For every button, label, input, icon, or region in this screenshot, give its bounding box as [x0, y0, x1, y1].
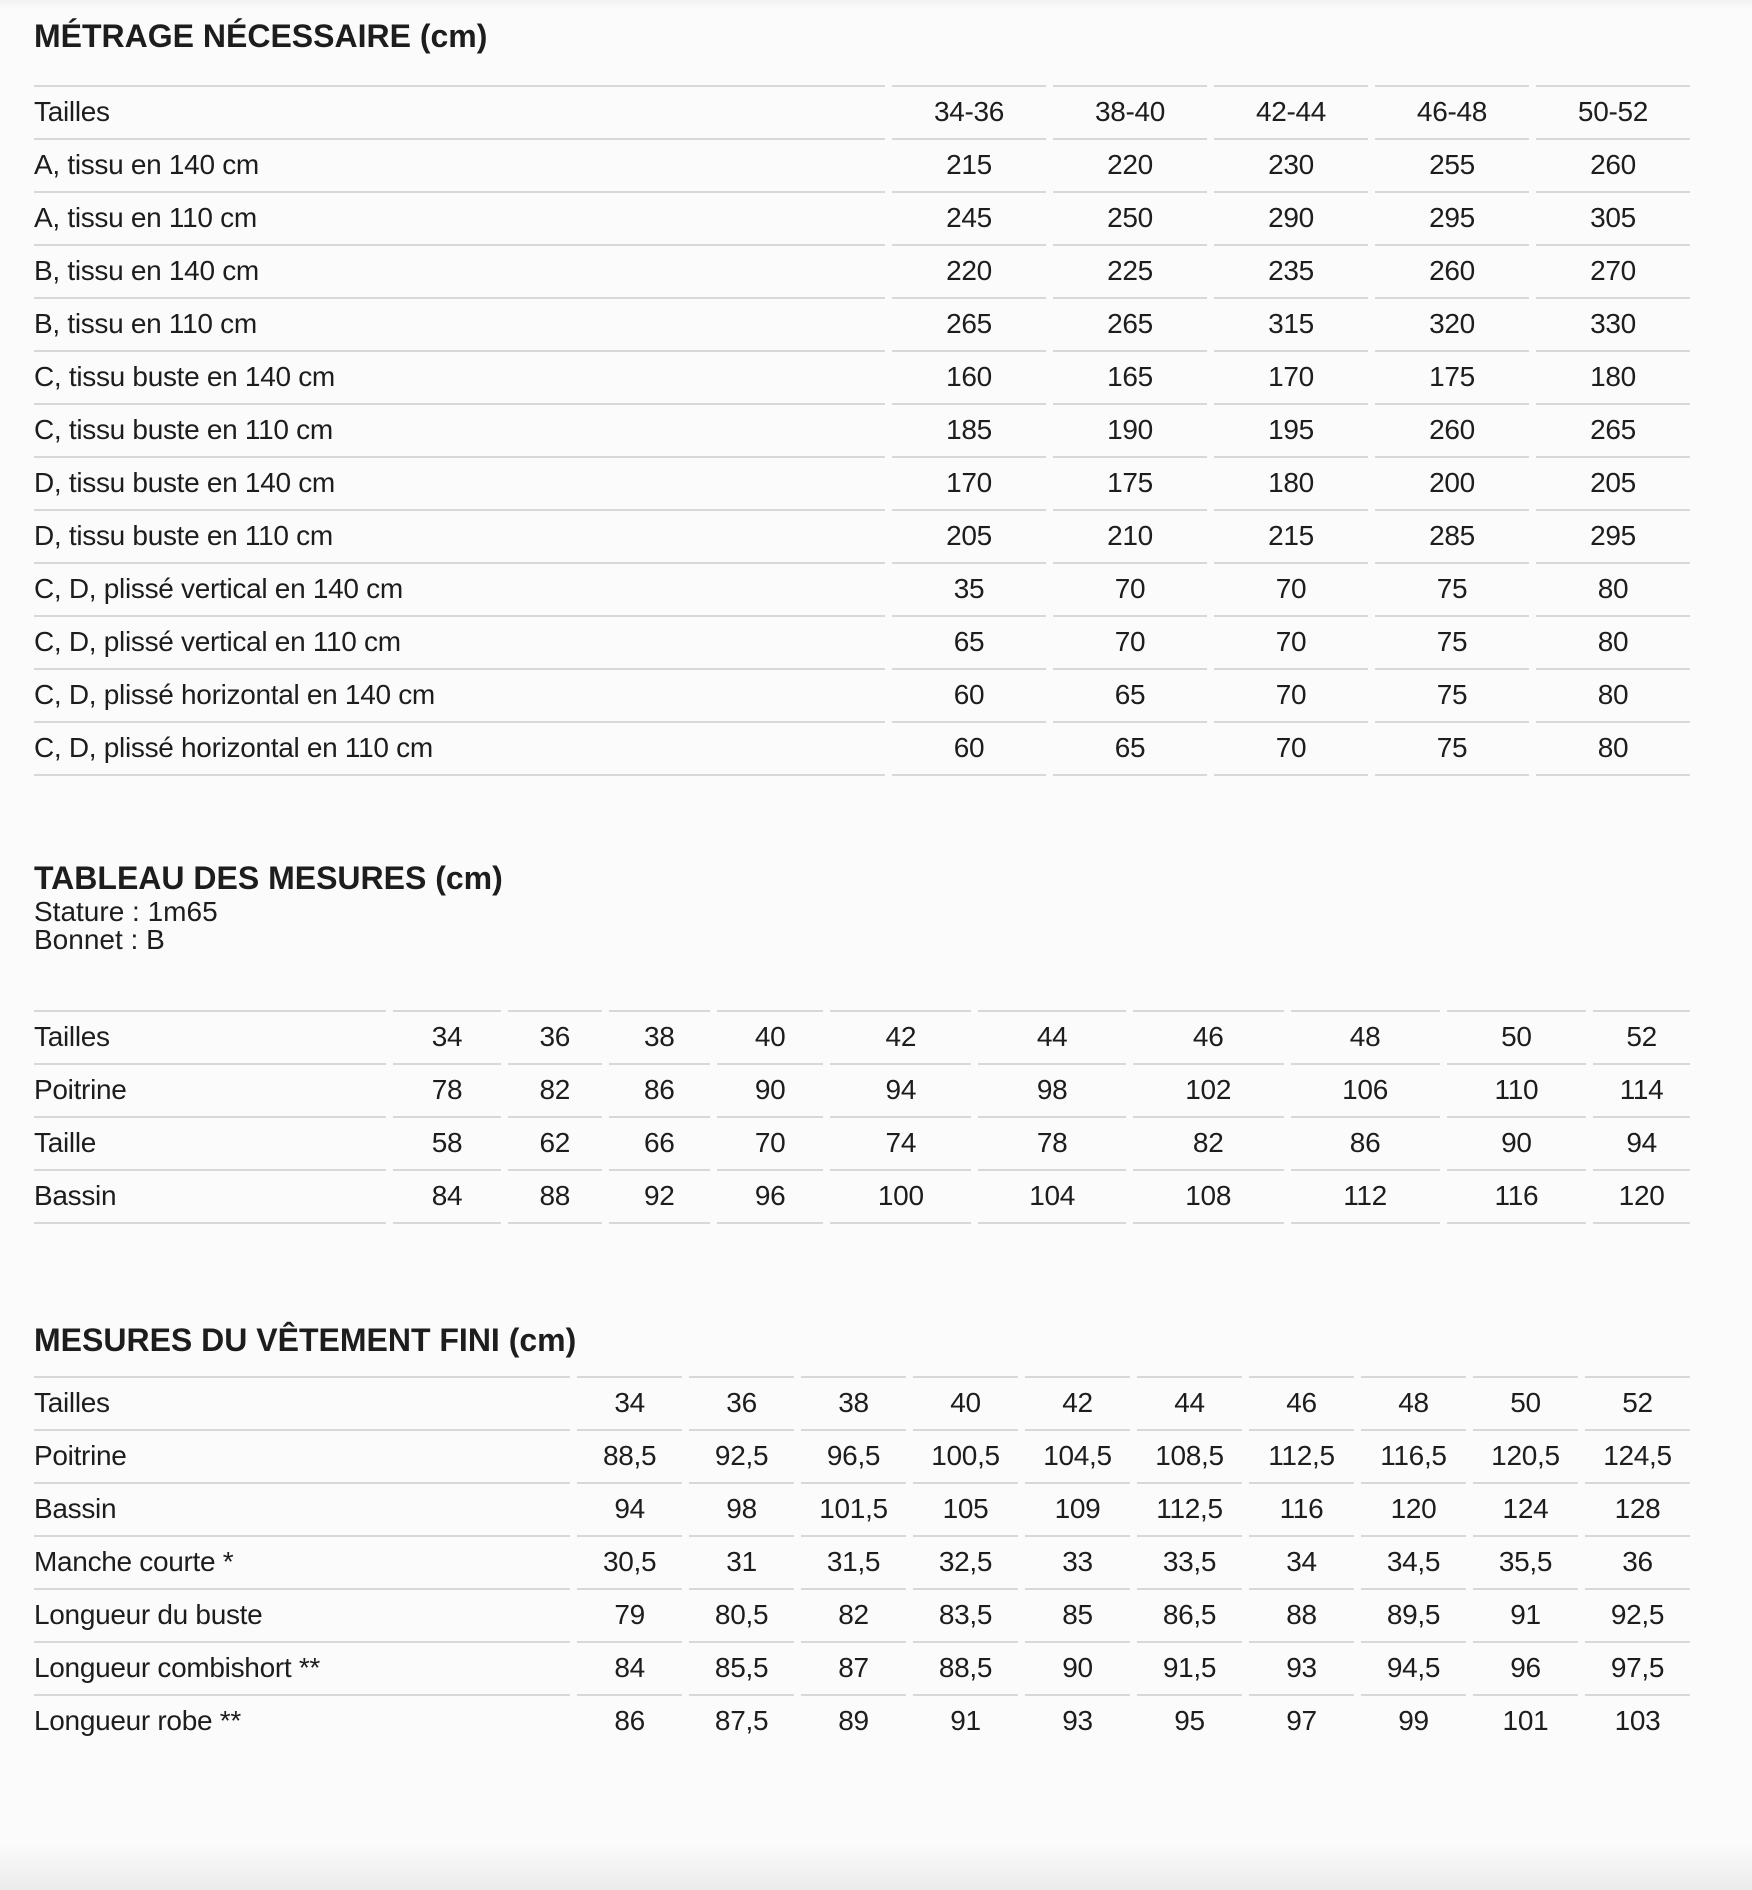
value-cell: 78 [393, 1063, 501, 1116]
size-column-header: 48 [1361, 1376, 1466, 1429]
bonnet-note: Bonnet : B [34, 924, 165, 955]
value-cell: 87 [801, 1641, 906, 1694]
size-column-header: 42 [830, 1010, 971, 1063]
value-cell: 265 [1536, 403, 1690, 456]
value-cell: 295 [1536, 509, 1690, 562]
table-row [34, 1429, 1690, 1482]
value-cell: 128 [1585, 1482, 1690, 1535]
bottom-fade-overlay [0, 1844, 1752, 1890]
value-cell: 75 [1375, 562, 1529, 615]
value-cell: 58 [393, 1116, 501, 1169]
row-label: C, D, plissé horizontal en 140 cm [34, 668, 885, 721]
row-label: Longueur combishort ** [34, 1641, 570, 1694]
row-label: A, tissu en 110 cm [34, 191, 885, 244]
row-label: C, tissu buste en 110 cm [34, 403, 885, 456]
row-label: Poitrine [34, 1063, 386, 1116]
metrage-title: MÉTRAGE NÉCESSAIRE (cm) [34, 18, 488, 54]
value-cell: 112,5 [1137, 1482, 1242, 1535]
value-cell: 86,5 [1137, 1588, 1242, 1641]
table-row [34, 1694, 1690, 1747]
size-column-header: 34 [393, 1010, 501, 1063]
value-cell: 124,5 [1585, 1429, 1690, 1482]
value-cell: 90 [1447, 1116, 1587, 1169]
row-label: B, tissu en 140 cm [34, 244, 885, 297]
value-cell: 96 [717, 1169, 823, 1224]
value-cell: 205 [892, 509, 1046, 562]
value-cell: 88 [508, 1169, 602, 1224]
sizes-header-row [34, 85, 1690, 138]
value-cell: 295 [1375, 191, 1529, 244]
size-column-header: 46-48 [1375, 85, 1529, 138]
mesures-section [34, 858, 1690, 1224]
value-cell: 70 [1053, 615, 1207, 668]
value-cell: 31,5 [801, 1535, 906, 1588]
size-column-header: 42 [1025, 1376, 1130, 1429]
table-row [34, 1588, 1690, 1641]
table-row [34, 297, 1690, 350]
value-cell: 330 [1536, 297, 1690, 350]
value-cell: 200 [1375, 456, 1529, 509]
size-column-header: 38 [801, 1376, 906, 1429]
value-cell: 108,5 [1137, 1429, 1242, 1482]
value-cell: 66 [609, 1116, 711, 1169]
size-column-header: 38-40 [1053, 85, 1207, 138]
value-cell: 101 [1473, 1694, 1578, 1747]
value-cell: 85,5 [689, 1641, 794, 1694]
value-cell: 82 [801, 1588, 906, 1641]
value-cell: 94 [1593, 1116, 1690, 1169]
sizes-header-row [34, 1010, 1690, 1063]
value-cell: 80,5 [689, 1588, 794, 1641]
table-row [34, 1641, 1690, 1694]
value-cell: 109 [1025, 1482, 1130, 1535]
table-row [34, 191, 1690, 244]
table-row [34, 1063, 1690, 1116]
value-cell: 80 [1536, 721, 1690, 776]
value-cell: 105 [913, 1482, 1018, 1535]
size-column-header: 52 [1593, 1010, 1690, 1063]
value-cell: 95 [1137, 1694, 1242, 1747]
value-cell: 175 [1053, 456, 1207, 509]
value-cell: 87,5 [689, 1694, 794, 1747]
value-cell: 92 [609, 1169, 711, 1224]
row-label: B, tissu en 110 cm [34, 297, 885, 350]
value-cell: 260 [1536, 138, 1690, 191]
value-cell: 220 [892, 244, 1046, 297]
table-row [34, 562, 1690, 615]
value-cell: 98 [689, 1482, 794, 1535]
value-cell: 60 [892, 668, 1046, 721]
row-label: C, D, plissé horizontal en 110 cm [34, 721, 885, 776]
value-cell: 82 [508, 1063, 602, 1116]
size-column-header: 34-36 [892, 85, 1046, 138]
size-column-header: 42-44 [1214, 85, 1368, 138]
value-cell: 114 [1593, 1063, 1690, 1116]
value-cell: 65 [1053, 721, 1207, 776]
fini-table [27, 1376, 1697, 1747]
value-cell: 112,5 [1249, 1429, 1354, 1482]
value-cell: 33,5 [1137, 1535, 1242, 1588]
value-cell: 84 [393, 1169, 501, 1224]
value-cell: 97 [1249, 1694, 1354, 1747]
value-cell: 110 [1447, 1063, 1587, 1116]
value-cell: 265 [1053, 297, 1207, 350]
row-label: D, tissu buste en 110 cm [34, 509, 885, 562]
value-cell: 89,5 [1361, 1588, 1466, 1641]
value-cell: 33 [1025, 1535, 1130, 1588]
value-cell: 285 [1375, 509, 1529, 562]
sizes-header-label: Tailles [34, 1376, 570, 1429]
value-cell: 70 [717, 1116, 823, 1169]
value-cell: 270 [1536, 244, 1690, 297]
value-cell: 84 [577, 1641, 682, 1694]
value-cell: 180 [1536, 350, 1690, 403]
value-cell: 70 [1214, 615, 1368, 668]
value-cell: 120 [1593, 1169, 1690, 1224]
value-cell: 60 [892, 721, 1046, 776]
value-cell: 31 [689, 1535, 794, 1588]
fini-section [34, 1320, 1690, 1747]
value-cell: 75 [1375, 668, 1529, 721]
value-cell: 100,5 [913, 1429, 1018, 1482]
value-cell: 104 [978, 1169, 1125, 1224]
value-cell: 70 [1214, 721, 1368, 776]
value-cell: 106 [1291, 1063, 1440, 1116]
value-cell: 205 [1536, 456, 1690, 509]
value-cell: 34 [1249, 1535, 1354, 1588]
value-cell: 235 [1214, 244, 1368, 297]
row-label: Poitrine [34, 1429, 570, 1482]
table-row [34, 138, 1690, 191]
value-cell: 65 [892, 615, 1046, 668]
table-row [34, 668, 1690, 721]
value-cell: 101,5 [801, 1482, 906, 1535]
row-label: D, tissu buste en 140 cm [34, 456, 885, 509]
value-cell: 91 [1473, 1588, 1578, 1641]
value-cell: 36 [1585, 1535, 1690, 1588]
table-row [34, 615, 1690, 668]
mesures-table [27, 1010, 1697, 1224]
value-cell: 97,5 [1585, 1641, 1690, 1694]
value-cell: 170 [892, 456, 1046, 509]
value-cell: 70 [1053, 562, 1207, 615]
value-cell: 75 [1375, 721, 1529, 776]
value-cell: 90 [1025, 1641, 1130, 1694]
value-cell: 80 [1536, 668, 1690, 721]
value-cell: 70 [1214, 562, 1368, 615]
value-cell: 80 [1536, 562, 1690, 615]
value-cell: 90 [717, 1063, 823, 1116]
value-cell: 30,5 [577, 1535, 682, 1588]
value-cell: 86 [1291, 1116, 1440, 1169]
size-column-header: 34 [577, 1376, 682, 1429]
value-cell: 88,5 [913, 1641, 1018, 1694]
size-column-header: 50 [1447, 1010, 1587, 1063]
value-cell: 245 [892, 191, 1046, 244]
row-label: Manche courte * [34, 1535, 570, 1588]
value-cell: 93 [1249, 1641, 1354, 1694]
value-cell: 265 [892, 297, 1046, 350]
value-cell: 112 [1291, 1169, 1440, 1224]
table-row [34, 244, 1690, 297]
table-row [34, 1116, 1690, 1169]
value-cell: 225 [1053, 244, 1207, 297]
value-cell: 80 [1536, 615, 1690, 668]
size-column-header: 46 [1133, 1010, 1284, 1063]
value-cell: 35,5 [1473, 1535, 1578, 1588]
value-cell: 160 [892, 350, 1046, 403]
value-cell: 170 [1214, 350, 1368, 403]
value-cell: 79 [577, 1588, 682, 1641]
size-column-header: 48 [1291, 1010, 1440, 1063]
size-column-header: 52 [1585, 1376, 1690, 1429]
value-cell: 180 [1214, 456, 1368, 509]
value-cell: 250 [1053, 191, 1207, 244]
value-cell: 104,5 [1025, 1429, 1130, 1482]
value-cell: 124 [1473, 1482, 1578, 1535]
value-cell: 75 [1375, 615, 1529, 668]
row-label: C, tissu buste en 140 cm [34, 350, 885, 403]
value-cell: 315 [1214, 297, 1368, 350]
table-row [34, 1482, 1690, 1535]
value-cell: 320 [1375, 297, 1529, 350]
value-cell: 305 [1536, 191, 1690, 244]
value-cell: 215 [1214, 509, 1368, 562]
size-column-header: 40 [717, 1010, 823, 1063]
value-cell: 116 [1447, 1169, 1587, 1224]
value-cell: 215 [892, 138, 1046, 191]
table-row [34, 1535, 1690, 1588]
sizes-header-row [34, 1376, 1690, 1429]
size-column-header: 50 [1473, 1376, 1578, 1429]
sizes-header-label: Tailles [34, 1010, 386, 1063]
metrage-section [34, 16, 1690, 776]
row-label: Longueur du buste [34, 1588, 570, 1641]
value-cell: 89 [801, 1694, 906, 1747]
value-cell: 86 [609, 1063, 711, 1116]
value-cell: 165 [1053, 350, 1207, 403]
value-cell: 65 [1053, 668, 1207, 721]
value-cell: 120 [1361, 1482, 1466, 1535]
value-cell: 290 [1214, 191, 1368, 244]
value-cell: 103 [1585, 1694, 1690, 1747]
value-cell: 82 [1133, 1116, 1284, 1169]
row-label: C, D, plissé vertical en 110 cm [34, 615, 885, 668]
value-cell: 185 [892, 403, 1046, 456]
value-cell: 195 [1214, 403, 1368, 456]
value-cell: 70 [1214, 668, 1368, 721]
value-cell: 92,5 [689, 1429, 794, 1482]
value-cell: 210 [1053, 509, 1207, 562]
value-cell: 230 [1214, 138, 1368, 191]
table-row [34, 403, 1690, 456]
metrage-table [27, 85, 1697, 776]
size-column-header: 36 [689, 1376, 794, 1429]
value-cell: 99 [1361, 1694, 1466, 1747]
fini-title: MESURES DU VÊTEMENT FINI (cm) [34, 1322, 577, 1358]
stature-note: Stature : 1m65 [34, 896, 218, 927]
size-column-header: 36 [508, 1010, 602, 1063]
value-cell: 91,5 [1137, 1641, 1242, 1694]
value-cell: 260 [1375, 403, 1529, 456]
value-cell: 74 [830, 1116, 971, 1169]
mesures-title: TABLEAU DES MESURES (cm) [34, 860, 503, 896]
value-cell: 85 [1025, 1588, 1130, 1641]
row-label: Longueur robe ** [34, 1694, 570, 1747]
value-cell: 86 [577, 1694, 682, 1747]
value-cell: 34,5 [1361, 1535, 1466, 1588]
value-cell: 116,5 [1361, 1429, 1466, 1482]
sizes-header-label: Tailles [34, 85, 885, 138]
value-cell: 108 [1133, 1169, 1284, 1224]
row-label: C, D, plissé vertical en 140 cm [34, 562, 885, 615]
value-cell: 94 [830, 1063, 971, 1116]
row-label: A, tissu en 140 cm [34, 138, 885, 191]
row-label: Bassin [34, 1169, 386, 1224]
size-column-header: 38 [609, 1010, 711, 1063]
table-row [34, 509, 1690, 562]
value-cell: 88,5 [577, 1429, 682, 1482]
value-cell: 255 [1375, 138, 1529, 191]
value-cell: 78 [978, 1116, 1125, 1169]
value-cell: 260 [1375, 244, 1529, 297]
size-column-header: 50-52 [1536, 85, 1690, 138]
value-cell: 35 [892, 562, 1046, 615]
value-cell: 175 [1375, 350, 1529, 403]
value-cell: 190 [1053, 403, 1207, 456]
value-cell: 92,5 [1585, 1588, 1690, 1641]
size-column-header: 44 [978, 1010, 1125, 1063]
value-cell: 102 [1133, 1063, 1284, 1116]
table-row [34, 1169, 1690, 1224]
value-cell: 88 [1249, 1588, 1354, 1641]
value-cell: 32,5 [913, 1535, 1018, 1588]
size-column-header: 40 [913, 1376, 1018, 1429]
value-cell: 116 [1249, 1482, 1354, 1535]
value-cell: 93 [1025, 1694, 1130, 1747]
value-cell: 94 [577, 1482, 682, 1535]
value-cell: 120,5 [1473, 1429, 1578, 1482]
table-row [34, 721, 1690, 776]
value-cell: 62 [508, 1116, 602, 1169]
value-cell: 83,5 [913, 1588, 1018, 1641]
value-cell: 94,5 [1361, 1641, 1466, 1694]
size-column-header: 44 [1137, 1376, 1242, 1429]
value-cell: 220 [1053, 138, 1207, 191]
value-cell: 100 [830, 1169, 971, 1224]
row-label: Taille [34, 1116, 386, 1169]
value-cell: 98 [978, 1063, 1125, 1116]
value-cell: 96 [1473, 1641, 1578, 1694]
value-cell: 91 [913, 1694, 1018, 1747]
table-row [34, 456, 1690, 509]
size-column-header: 46 [1249, 1376, 1354, 1429]
value-cell: 96,5 [801, 1429, 906, 1482]
table-row [34, 350, 1690, 403]
row-label: Bassin [34, 1482, 570, 1535]
